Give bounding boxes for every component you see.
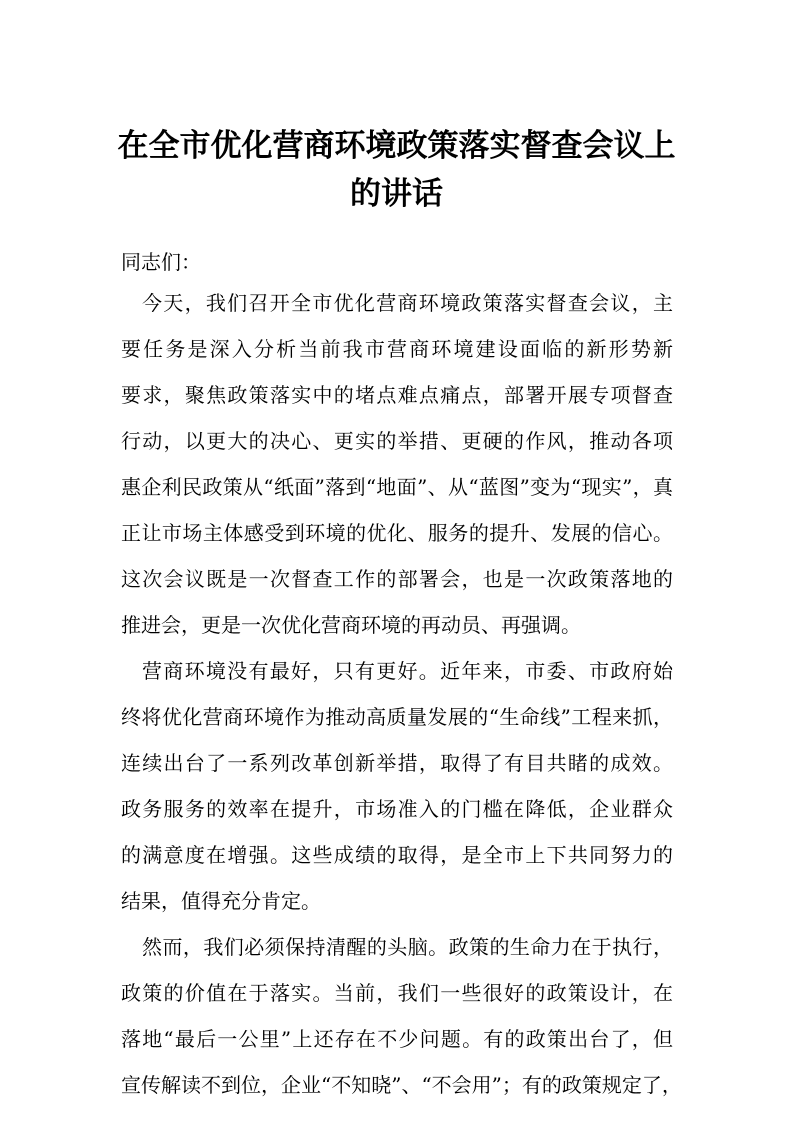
paragraph-line: 然而，我们必须保持清醒的头脑。政策的生命力在于执行， <box>142 935 673 959</box>
paragraph-line: 惠企利民政策从“纸面”落到“地面”、从“蓝图”变为“现实”，真 <box>121 475 673 499</box>
document-title-line-2: 的讲话 <box>350 176 443 212</box>
paragraph-line: 结果，值得充分肯定。 <box>121 889 321 913</box>
paragraph-line: 正让市场主体感受到环境的优化、服务的提升、发展的信心。 <box>121 521 673 545</box>
paragraph-line: 落地“最后一公里”上还存在不少问题。有的政策出台了，但 <box>121 1027 673 1051</box>
paragraph-line: 行动，以更大的决心、更实的举措、更硬的作风，推动各项 <box>121 429 673 453</box>
paragraph-line: 要求，聚焦政策落实中的堵点难点痛点，部署开展专项督查 <box>121 383 673 407</box>
paragraph-line: 今天，我们召开全市优化营商环境政策落实督查会议，主 <box>142 291 673 315</box>
salutation: 同志们： <box>121 250 201 274</box>
paragraph-line: 这次会议既是一次督查工作的部署会，也是一次政策落地的 <box>121 567 673 591</box>
paragraph-line: 连续出台了一系列改革创新举措，取得了有目共睹的成效。 <box>121 751 673 775</box>
paragraph-line: 要任务是深入分析当前我市营商环境建设面临的新形势新 <box>121 337 673 361</box>
paragraph-line: 营商环境没有最好，只有更好。近年来，市委、市政府始 <box>142 659 673 683</box>
paragraph-line: 终将优化营商环境作为推动高质量发展的“生命线”工程来抓， <box>121 705 673 729</box>
paragraph-line: 宣传解读不到位，企业“不知晓”、“不会用”；有的政策规定了， <box>121 1073 682 1097</box>
paragraph-line: 的满意度在增强。这些成绩的取得，是全市上下共同努力的 <box>121 843 673 867</box>
paragraph-line: 政务服务的效率在提升，市场准入的门槛在降低，企业群众 <box>121 797 673 821</box>
paragraph-line: 推进会，更是一次优化营商环境的再动员、再强调。 <box>121 613 581 637</box>
document-title-line-1: 在全市优化营商环境政策落实督查会议上 <box>117 128 676 164</box>
paragraph-line: 政策的价值在于落实。当前，我们一些很好的政策设计，在 <box>121 981 673 1005</box>
